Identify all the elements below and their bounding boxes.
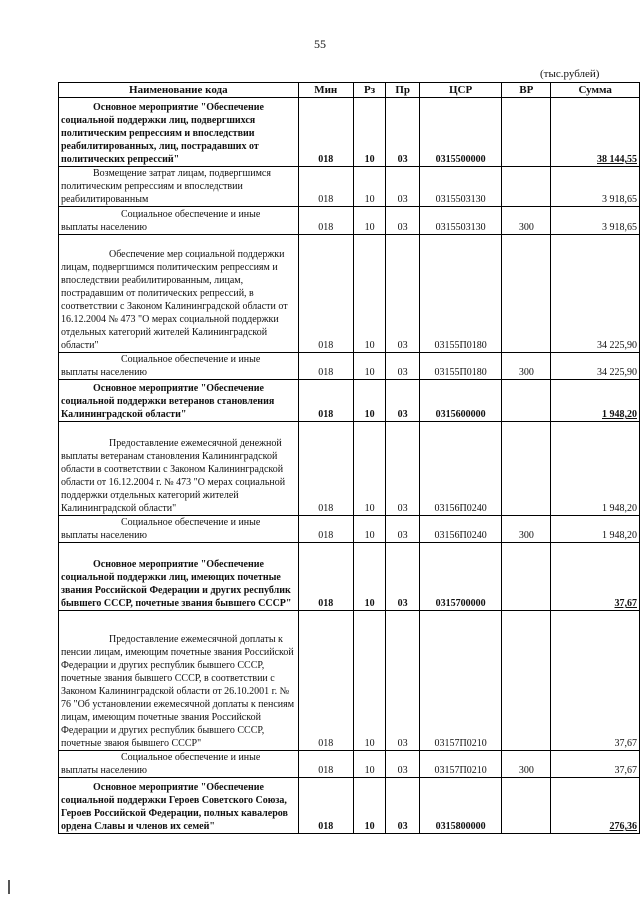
- row-vr: 300: [502, 516, 551, 543]
- row-sum: 38 144,55: [551, 98, 640, 167]
- row-vr: 300: [502, 751, 551, 778]
- header-csr: ЦСР: [419, 83, 501, 98]
- row-sum: 3 918,65: [551, 207, 640, 235]
- row-sum: 1 948,20: [551, 380, 640, 422]
- row-sum: 37,67: [551, 543, 640, 611]
- row-min: 018: [298, 611, 353, 751]
- table-row: [59, 167, 640, 207]
- table-row: [59, 235, 640, 353]
- row-name: Предоставление ежемесячной денежной выплаты ветеранам становления Калининградской области в соответствии с Законом Калининградской области от 16.12.2004 г. № 473 "О мерах социальной поддержки отдельных категорий жителей Калининградской области": [59, 422, 299, 516]
- row-rz: 10: [353, 751, 386, 778]
- table-row: [59, 353, 640, 380]
- row-min: 018: [298, 422, 353, 516]
- row-rz: 10: [353, 516, 386, 543]
- row-name: Предоставление ежемесячной доплаты к пенсии лицам, имеющим почетные звания Российской Федерации и других республик бывшего СССР, почетные звания бывшего СССР, в соответствии с Законом Калининградской области от 26.10.2001 г. № 76 "Об установлении ежемесячной доплаты к пенсиям лицам, имеющим почетные звания Российской Федерации и других республик бывшего СССР, почетные зваюя бывшего СССР": [59, 611, 299, 751]
- table-row: [59, 516, 640, 543]
- page-number: 55: [314, 37, 326, 51]
- row-sum: 276,36: [551, 778, 640, 834]
- header-vr: ВР: [502, 83, 551, 98]
- row-name: Основное мероприятие "Обеспечение социальной поддержки ветеранов становления Калининградской области": [59, 380, 299, 422]
- row-csr: 0315503130: [419, 207, 501, 235]
- row-min: 018: [298, 778, 353, 834]
- row-csr: 03156П0240: [419, 422, 501, 516]
- table-row: [59, 380, 640, 422]
- row-sum: 1 948,20: [551, 422, 640, 516]
- row-vr: [502, 422, 551, 516]
- row-csr: 03155П0180: [419, 353, 501, 380]
- row-pr: 03: [386, 207, 420, 235]
- row-csr: 0315800000: [419, 778, 501, 834]
- row-sum: 37,67: [551, 751, 640, 778]
- header-rz: Рз: [353, 83, 386, 98]
- row-rz: 10: [353, 353, 386, 380]
- row-pr: 03: [386, 778, 420, 834]
- row-pr: 03: [386, 353, 420, 380]
- row-pr: 03: [386, 422, 420, 516]
- row-sum: 37,67: [551, 611, 640, 751]
- row-name: Обеспечение мер социальной поддержки лицам, подвергшимся политическим репрессиям и впоследствии реабилитированным, лицам, пострадавшим от политических репрессий, в соответствии с Законом Калининградской области от 16.12.2004 № 473 "О мерах социальной поддержки отдельных категорий жителей Калининградской области": [59, 235, 299, 353]
- row-pr: 03: [386, 235, 420, 353]
- table-row: [59, 778, 640, 834]
- row-csr: 03157П0210: [419, 611, 501, 751]
- table-row: [59, 422, 640, 516]
- row-min: 018: [298, 167, 353, 207]
- row-min: 018: [298, 235, 353, 353]
- row-rz: 10: [353, 778, 386, 834]
- row-sum: 34 225,90: [551, 235, 640, 353]
- row-vr: 300: [502, 207, 551, 235]
- units-label: (тыс.рублей): [540, 68, 600, 80]
- row-rz: 10: [353, 207, 386, 235]
- row-pr: 03: [386, 751, 420, 778]
- budget-table: [58, 82, 640, 834]
- row-name: Социальное обеспечение и иные выплаты населению: [59, 353, 299, 380]
- row-min: 018: [298, 543, 353, 611]
- row-name: Возмещение затрат лицам, подвергшимся политическим репрессиям и впоследствии реабилитированным: [59, 167, 299, 207]
- row-csr: 03156П0240: [419, 516, 501, 543]
- row-pr: 03: [386, 98, 420, 167]
- row-rz: 10: [353, 611, 386, 751]
- scan-margin-mark: [8, 880, 10, 894]
- row-vr: [502, 167, 551, 207]
- row-min: 018: [298, 353, 353, 380]
- table-row: [59, 207, 640, 235]
- row-min: 018: [298, 207, 353, 235]
- row-pr: 03: [386, 380, 420, 422]
- row-pr: 03: [386, 167, 420, 207]
- row-pr: 03: [386, 611, 420, 751]
- row-min: 018: [298, 98, 353, 167]
- header-name: Наименование кода: [59, 83, 299, 98]
- row-rz: 10: [353, 167, 386, 207]
- row-min: 018: [298, 516, 353, 543]
- table-row: [59, 751, 640, 778]
- row-rz: 10: [353, 98, 386, 167]
- row-rz: 10: [353, 422, 386, 516]
- row-min: 018: [298, 751, 353, 778]
- row-rz: 10: [353, 235, 386, 353]
- row-vr: [502, 778, 551, 834]
- row-name: Основное мероприятие "Обеспечение социальной поддержки Героев Советского Союза, Героев Российской Федерации, полных кавалеров ордена Славы и членов их семей": [59, 778, 299, 834]
- row-vr: [502, 380, 551, 422]
- row-vr: [502, 98, 551, 167]
- table-row: [59, 98, 640, 167]
- row-vr: [502, 235, 551, 353]
- table-row: [59, 611, 640, 751]
- row-vr: [502, 611, 551, 751]
- row-rz: 10: [353, 543, 386, 611]
- row-vr: [502, 543, 551, 611]
- row-pr: 03: [386, 516, 420, 543]
- row-vr: 300: [502, 353, 551, 380]
- row-sum: 3 918,65: [551, 167, 640, 207]
- row-sum: 34 225,90: [551, 353, 640, 380]
- row-min: 018: [298, 380, 353, 422]
- row-csr: 0315600000: [419, 380, 501, 422]
- table-header-row: [59, 83, 640, 98]
- row-csr: 03155П0180: [419, 235, 501, 353]
- row-name: Социальное обеспечение и иные выплаты населению: [59, 751, 299, 778]
- row-sum: 1 948,20: [551, 516, 640, 543]
- row-csr: 0315500000: [419, 98, 501, 167]
- row-csr: 0315503130: [419, 167, 501, 207]
- header-min: Мин: [298, 83, 353, 98]
- table-row: [59, 543, 640, 611]
- row-csr: 0315700000: [419, 543, 501, 611]
- row-name: Основное мероприятие "Обеспечение социальной поддержки лиц, имеющих почетные звания Российской Федерации и других республик бывшего СССР, почетные звания бывшего СССР": [59, 543, 299, 611]
- header-pr: Пр: [386, 83, 420, 98]
- header-sum: Сумма: [551, 83, 640, 98]
- row-name: Социальное обеспечение и иные выплаты населению: [59, 207, 299, 235]
- row-csr: 03157П0210: [419, 751, 501, 778]
- row-pr: 03: [386, 543, 420, 611]
- row-name: Основное мероприятие "Обеспечение социальной поддержки лиц, подвергшихся политическим репрессиям и впоследствии реабилитированных, лиц, пострадавших от политических репрессий": [59, 98, 299, 167]
- row-rz: 10: [353, 380, 386, 422]
- row-name: Социальное обеспечение и иные выплаты населению: [59, 516, 299, 543]
